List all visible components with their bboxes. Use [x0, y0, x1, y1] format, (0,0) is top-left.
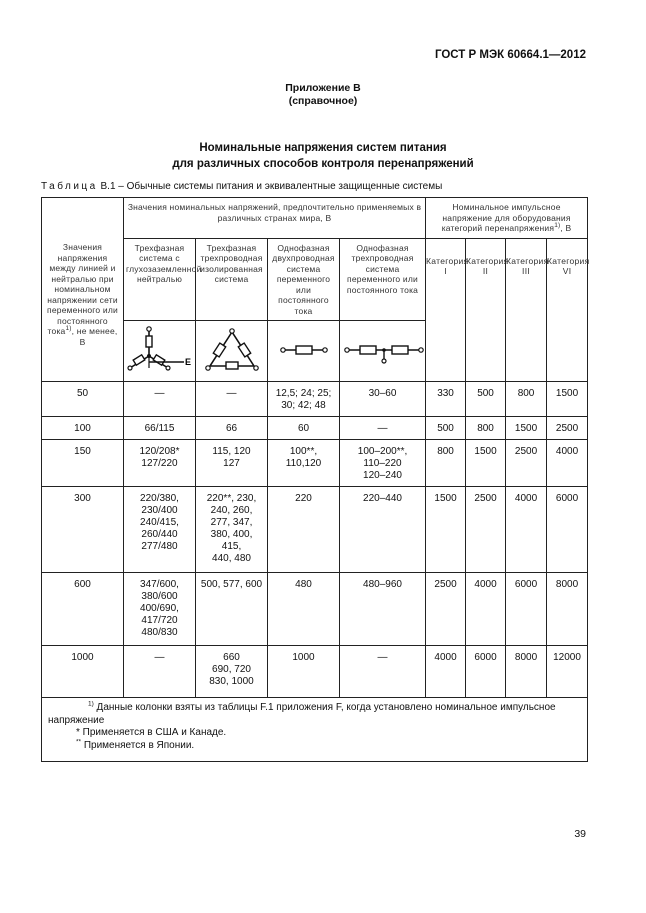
cell-system-2: 66 [196, 417, 268, 440]
cell-system-1: — [124, 646, 196, 698]
footnote-1-mark: 1) [88, 700, 94, 708]
cell-system-1: — [124, 382, 196, 417]
cell-category-1: 2500 [426, 573, 466, 646]
cell-system-1: 220/380, 230/400 240/415, 260/440 277/480 [124, 487, 196, 573]
cell-line-voltage: 300 [42, 487, 124, 573]
cell-system-3: 1000 [268, 646, 340, 698]
cell-category-3: 8000 [506, 646, 547, 698]
cell-system-4: — [340, 417, 426, 440]
section-title-line-1: Номинальные напряжения систем питания [199, 142, 447, 154]
cell-system-1: 347/600, 380/600 400/690, 417/720 480/830 [124, 573, 196, 646]
footnote-2: * Применяется в США и Канаде. [76, 727, 227, 738]
earth-label: E [185, 356, 192, 367]
diagram-cell-three-wire [340, 321, 426, 382]
table-row [42, 487, 588, 573]
three-wire-diagram [340, 322, 426, 378]
page-number: 39 [574, 828, 586, 840]
cell-category-1: 1500 [426, 487, 466, 573]
cell-category-1: 800 [426, 440, 466, 487]
table-caption-text: В.1 – Обычные системы питания и эквивалентные защищенные системы [97, 181, 443, 192]
category-header-3: Категория III [506, 238, 547, 382]
footnote-3-text: Применяется в Японии. [81, 739, 195, 751]
cell-category-4: 8000 [547, 573, 588, 646]
system-header-three-phase-earthed: Трехфазная система с глухозаземленной нейтралью [124, 238, 196, 321]
cell-system-3: 480 [268, 573, 340, 646]
table-footnotes [42, 698, 588, 762]
table-row [42, 573, 588, 646]
system-header-three-phase-isolated: Трехфазная трехпроводная изолированная система [196, 238, 268, 321]
col-header-line-voltage-text: Значения напряжения между линией и нейтралью при номинальном напряжении сети переменного или постоянного тока [47, 242, 118, 336]
diagram-cell-two-wire [268, 321, 340, 382]
two-wire-diagram [268, 322, 340, 378]
group-header-impulse-text: Номинальное импульсное напряжение для оборудования категорий перенапряжения [441, 202, 571, 233]
cell-category-4: 6000 [547, 487, 588, 573]
cell-category-1: 500 [426, 417, 466, 440]
cell-system-2: 500, 577, 600 [196, 573, 268, 646]
footnote-3-mark: ** [76, 738, 82, 746]
cell-system-4: 220–440 [340, 487, 426, 573]
cell-category-2: 4000 [466, 573, 506, 646]
cell-category-4: 2500 [547, 417, 588, 440]
cell-system-3: 100**, 110,120 [268, 440, 340, 487]
cell-category-1: 330 [426, 382, 466, 417]
footnote-1 [48, 702, 581, 727]
appendix-heading [0, 82, 646, 108]
table-caption-label: Таблица [41, 181, 98, 192]
footnote-ref: 1) [65, 325, 72, 333]
voltage-table [41, 197, 588, 762]
cell-system-1: 120/208* 127/220 [124, 440, 196, 487]
appendix-title: Приложение В [285, 82, 361, 94]
cell-category-2: 1500 [466, 440, 506, 487]
cell-line-voltage: 150 [42, 440, 124, 487]
cell-category-3: 4000 [506, 487, 547, 573]
system-header-single-phase-two-wire: Однофазная двухпроводная система переменного или постоянного тока [268, 238, 340, 321]
group-header-impulse-voltages [426, 198, 588, 239]
delta-connection-diagram [196, 322, 268, 378]
cell-line-voltage: 1000 [42, 646, 124, 698]
cell-line-voltage: 100 [42, 417, 124, 440]
cell-system-3: 220 [268, 487, 340, 573]
cell-system-3: 60 [268, 417, 340, 440]
cell-line-voltage: 600 [42, 573, 124, 646]
appendix-subtitle: (справочное) [288, 95, 358, 107]
table-row [42, 417, 588, 440]
cell-system-2: — [196, 382, 268, 417]
category-header-2: Категория II [466, 238, 506, 382]
cell-system-4: 100–200**, 110–220 120–240 [340, 440, 426, 487]
cell-category-3: 6000 [506, 573, 547, 646]
col-header-line-voltage [42, 198, 124, 382]
cell-system-2: 115, 120 127 [196, 440, 268, 487]
cell-system-4: — [340, 646, 426, 698]
cell-category-1: 4000 [426, 646, 466, 698]
cell-category-4: 1500 [547, 382, 588, 417]
cell-category-3: 800 [506, 382, 547, 417]
cell-category-2: 6000 [466, 646, 506, 698]
star-connection-diagram [124, 322, 196, 378]
cell-system-2: 220**, 230, 240, 260, 277, 347, 380, 400, 415, 440, 480 [196, 487, 268, 573]
group-header-impulse-tail: , В [560, 223, 572, 233]
col-header-line-voltage-tail: , не менее, В [71, 326, 118, 347]
cell-category-2: 800 [466, 417, 506, 440]
section-title-line-2: для различных способов контроля перенапряжений [172, 158, 474, 170]
cell-line-voltage: 50 [42, 382, 124, 417]
cell-category-3: 1500 [506, 417, 547, 440]
cell-category-3: 2500 [506, 440, 547, 487]
category-header-4: Категория VI [547, 238, 588, 382]
diagram-cell-star [124, 321, 196, 382]
table-row [42, 382, 588, 417]
diagram-cell-delta [196, 321, 268, 382]
cell-category-4: 4000 [547, 440, 588, 487]
cell-system-4: 30–60 [340, 382, 426, 417]
cell-system-1: 66/115 [124, 417, 196, 440]
group-header-nominal-voltages: Значения номинальных напряжений, предпочтительно применяемых в различных странах мира, В [124, 198, 426, 239]
footnote-ref: 1) [554, 222, 561, 230]
cell-system-4: 480–960 [340, 573, 426, 646]
cell-category-4: 12000 [547, 646, 588, 698]
category-header-1: Категория I [426, 238, 466, 382]
footnote-1-text: Данные колонки взяты из таблицы F.1 приложения F, когда установлено номинальное импульсное напряжение [48, 702, 556, 726]
table-row [42, 646, 588, 698]
section-title [0, 140, 646, 172]
table-row [42, 440, 588, 487]
cell-category-2: 2500 [466, 487, 506, 573]
cell-system-3: 12,5; 24; 25; 30; 42; 48 [268, 382, 340, 417]
document-header: ГОСТ Р МЭК 60664.1—2012 [434, 49, 586, 61]
cell-system-2: 660 690, 720 830, 1000 [196, 646, 268, 698]
table-caption [41, 181, 442, 192]
footnote-3 [48, 740, 581, 753]
system-header-single-phase-three-wire: Однофазная трехпроводная система переменного или постоянного тока [340, 238, 426, 321]
cell-category-2: 500 [466, 382, 506, 417]
